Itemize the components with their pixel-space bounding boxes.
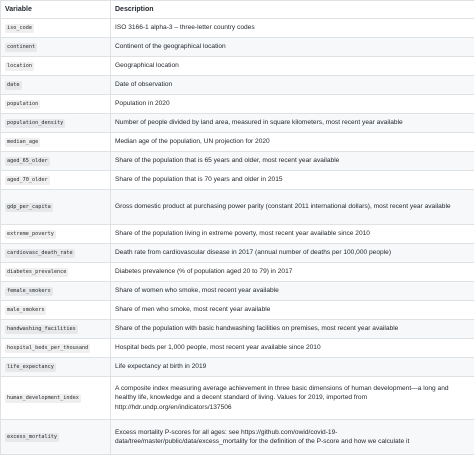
header-row [1, 1, 474, 19]
description-cell [111, 377, 474, 420]
variable-code: population [5, 100, 40, 109]
table-row [1, 301, 474, 320]
description-text: Date of observation [115, 80, 470, 89]
description-text: Share of the population with basic handwashing facilities on premises, most recent year available [115, 324, 470, 333]
description-cell [111, 38, 474, 57]
variable-cell [1, 358, 111, 377]
variable-code: location [5, 62, 34, 71]
description-cell [111, 225, 474, 244]
variable-cell [1, 225, 111, 244]
description-text: Share of the population that is 70 years and older in 2015 [115, 175, 470, 184]
description-cell [111, 152, 474, 171]
variable-code: gdp_per_capita [5, 203, 53, 212]
variable-cell [1, 190, 111, 225]
variable-code: median_age [5, 138, 40, 147]
table-row [1, 244, 474, 263]
table-row [1, 133, 474, 152]
variable-code: date [5, 81, 22, 90]
table-row [1, 38, 474, 57]
variable-cell [1, 114, 111, 133]
variable-cell [1, 57, 111, 76]
description-text: Share of men who smoke, most recent year available [115, 305, 470, 314]
table-row [1, 152, 474, 171]
variable-code: life_expectancy [5, 363, 56, 372]
variable-code: extreme_poverty [5, 230, 56, 239]
variable-code: continent [5, 43, 37, 52]
description-cell [111, 244, 474, 263]
description-text: Geographical location [115, 61, 470, 70]
variable-code: excess_mortality [5, 433, 59, 442]
description-text: Population in 2020 [115, 99, 470, 108]
description-text: Share of women who smoke, most recent year available [115, 286, 470, 295]
table-row [1, 114, 474, 133]
description-cell [111, 263, 474, 282]
variable-code: aged_65_older [5, 157, 50, 166]
description-text: Median age of the population, UN projection for 2020 [115, 137, 470, 146]
description-text: Gross domestic product at purchasing power parity (constant 2011 international dollars), most recent year available [115, 202, 470, 211]
variable-code: hospital_beds_per_thousand [5, 344, 90, 353]
variable-cell [1, 320, 111, 339]
table-row [1, 263, 474, 282]
description-text: Excess mortality P-scores for all ages: see https://github.com/owid/covid-19-data/tree/master/public/data/excess_mortality for the definition of the P-score and how we calculate it [115, 428, 470, 447]
variable-code: female_smokers [5, 287, 53, 296]
variable-code: cardiovasc_death_rate [5, 249, 75, 258]
description-cell [111, 114, 474, 133]
variable-cell [1, 171, 111, 190]
description-text: A composite index measuring average achievement in three basic dimensions of human development—a long and healthy life, knowledge and a decent standard of living. Values for 2019, imported from http://hdr.undp.org/en/indicators/137506 [115, 384, 470, 412]
variable-code: human_development_index [5, 394, 81, 403]
description-cell [111, 95, 474, 114]
table-row [1, 358, 474, 377]
table-row [1, 282, 474, 301]
variable-cell [1, 301, 111, 320]
variable-cell [1, 133, 111, 152]
variable-cell [1, 95, 111, 114]
description-column-header: Description [111, 1, 474, 19]
description-text: Diabetes prevalence (% of population aged 20 to 79) in 2017 [115, 267, 470, 276]
variable-cell [1, 152, 111, 171]
description-cell [111, 358, 474, 377]
table-row [1, 171, 474, 190]
table-row [1, 57, 474, 76]
description-text: Continent of the geographical location [115, 42, 470, 51]
variable-cell [1, 76, 111, 95]
table-row [1, 76, 474, 95]
description-cell [111, 301, 474, 320]
variable-cell [1, 263, 111, 282]
variable-code: diabetes_prevalence [5, 268, 68, 277]
table-row [1, 377, 474, 420]
description-text: Life expectancy at birth in 2019 [115, 362, 470, 371]
description-cell [111, 320, 474, 339]
description-text: Death rate from cardiovascular disease in 2017 (annual number of deaths per 100,000 people) [115, 248, 470, 257]
table-body [1, 19, 474, 455]
variable-cell [1, 19, 111, 38]
table-row [1, 19, 474, 38]
variable-column-header: Variable [1, 1, 111, 19]
variable-code: iso_code [5, 24, 34, 33]
variable-code: handwashing_facilities [5, 325, 78, 334]
variable-cell [1, 282, 111, 301]
table-row [1, 320, 474, 339]
description-text: Hospital beds per 1,000 people, most recent year available since 2010 [115, 343, 470, 352]
variable-cell [1, 339, 111, 358]
table-row [1, 339, 474, 358]
description-cell [111, 57, 474, 76]
variable-cell [1, 377, 111, 420]
description-text: Share of the population that is 65 years and older, most recent year available [115, 156, 470, 165]
variable-code: aged_70_older [5, 176, 50, 185]
description-cell [111, 190, 474, 225]
description-cell [111, 171, 474, 190]
description-cell [111, 133, 474, 152]
variable-cell [1, 244, 111, 263]
description-text: ISO 3166-1 alpha-3 – three-letter country codes [115, 23, 470, 32]
description-cell [111, 339, 474, 358]
table-row [1, 225, 474, 244]
table-row [1, 190, 474, 225]
table-row [1, 95, 474, 114]
description-cell [111, 76, 474, 95]
variable-code: male_smokers [5, 306, 46, 315]
variable-code: population_density [5, 119, 65, 128]
variable-cell [1, 38, 111, 57]
description-text: Share of the population living in extreme poverty, most recent year available since 2010 [115, 229, 470, 238]
description-text: Number of people divided by land area, measured in square kilometers, most recent year available [115, 118, 470, 127]
description-cell [111, 282, 474, 301]
description-cell [111, 19, 474, 38]
